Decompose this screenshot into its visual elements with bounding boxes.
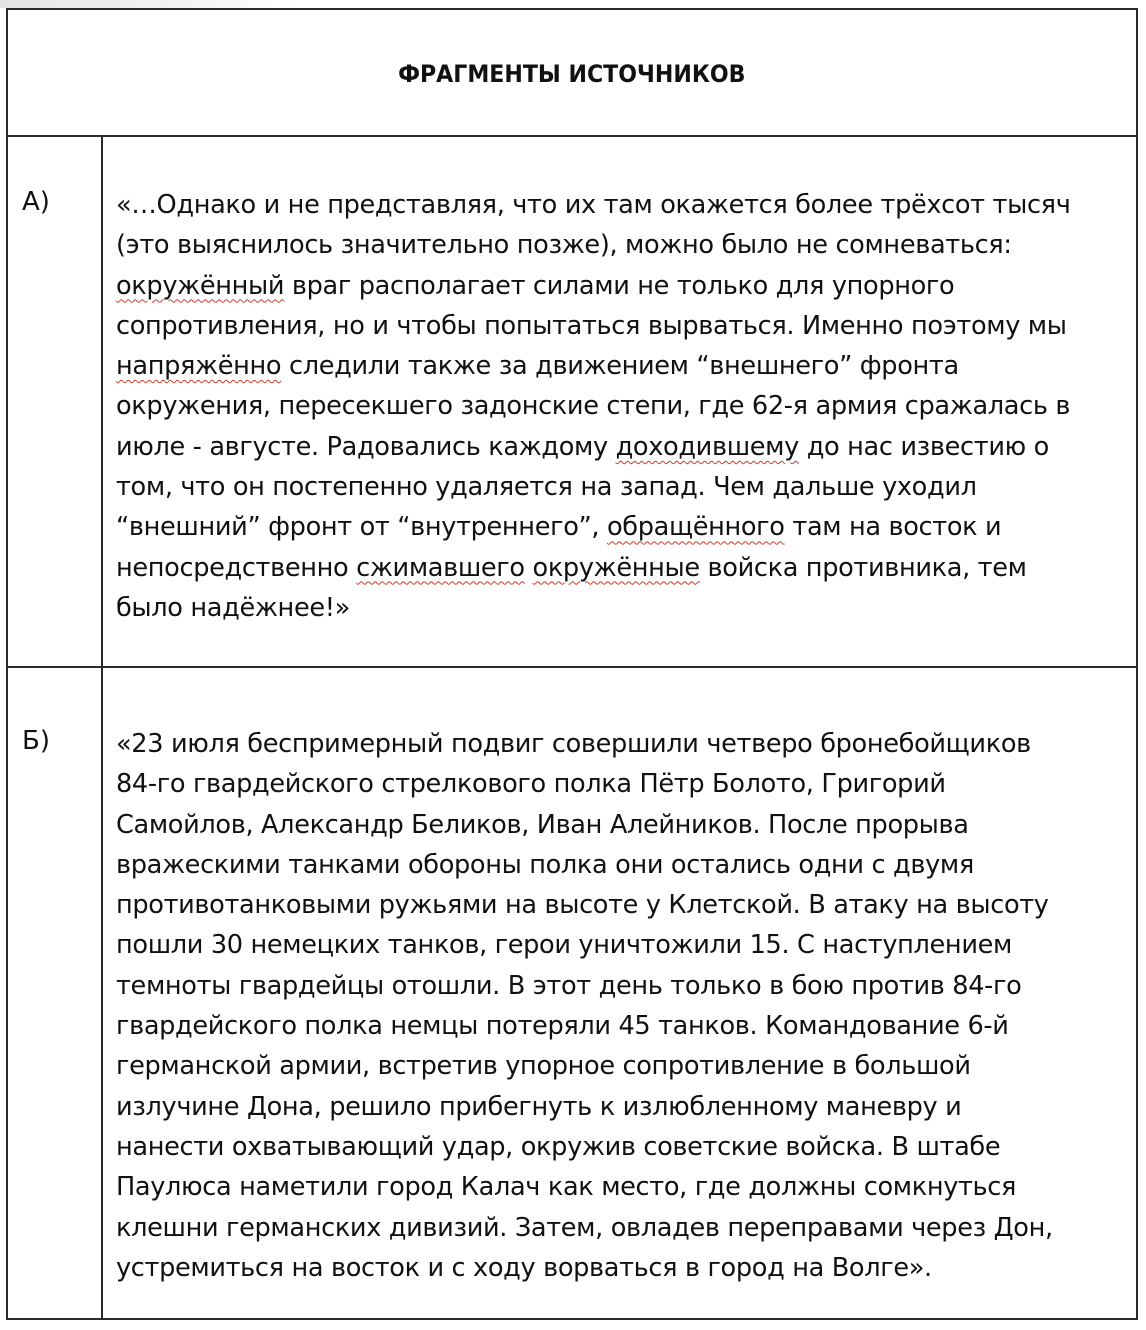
misspelled-word: сжимавшего (356, 552, 525, 583)
text-run: вражескими танками обороны полка они остались одни с двумя (116, 849, 974, 880)
text-line (116, 764, 1132, 804)
text-run: до нас известию о (798, 431, 1049, 462)
text-line (116, 1046, 1132, 1086)
table-title: ФРАГМЕНТЫ ИСТОЧНИКОВ (398, 59, 746, 88)
text-run (525, 553, 533, 583)
text-line (116, 386, 1132, 426)
text-line (116, 467, 1132, 507)
fragment-row-b (8, 668, 1136, 1318)
text-line (116, 845, 1132, 885)
text-run: там на восток и (784, 512, 1002, 543)
text-line (116, 1006, 1132, 1046)
text-run: излучине Дона, решило прибегнуть к излюбленному маневру и (116, 1091, 962, 1122)
text-run: непосредственно (116, 552, 357, 583)
text-run: (это выяснилось значительно позже), можно было не сомневаться: (116, 230, 1012, 261)
text-line (116, 427, 1132, 467)
text-run: было надёжнее!» (116, 592, 350, 623)
misspelled-word: окружённый (116, 270, 285, 301)
text-line (116, 1087, 1132, 1127)
text-line (116, 225, 1132, 265)
text-run: «23 июля беспримерный подвиг совершили четверо бронебойщиков (116, 729, 1031, 759)
misspelled-word: окружённые (532, 552, 700, 583)
text-line (116, 1248, 1132, 1288)
text-line (116, 966, 1132, 1006)
text-run: нанести охватывающий удар, окружив советские войска. В штабе (116, 1131, 1001, 1162)
text-run: Самойлов, Александр Беликов, Иван Алейников. После прорыва (116, 809, 969, 840)
fragment-label-cell (8, 137, 103, 666)
text-run: том, что он постепенно удаляется на запад. Чем дальше уходил (116, 472, 977, 503)
text-line (116, 306, 1132, 346)
fragment-label-cell (8, 668, 103, 1318)
text-line (116, 185, 1132, 225)
fragment-text[interactable] (116, 724, 1132, 1288)
text-line (116, 805, 1132, 845)
text-line (116, 925, 1132, 965)
text-run: окружения, пересекшего задонские степи, где 62-я армия сражалась в (116, 391, 1071, 422)
fragment-text[interactable] (116, 185, 1132, 628)
text-line (116, 266, 1132, 306)
text-run: сопротивления, но и чтобы попытаться вырваться. Именно поэтому мы (116, 310, 1067, 341)
text-run: пошли 30 немецких танков, герои уничтожили 15. С наступлением (116, 930, 1012, 961)
text-run: следили также за движением “внешнего” фронта (281, 351, 959, 382)
text-run: «…Однако и не представляя, что их там окажется более трёхсот тысяч (116, 190, 1071, 220)
text-line (116, 588, 1132, 628)
text-run: клешни германских дивизий. Затем, овладев переправами через Дон, (116, 1212, 1053, 1243)
text-run: гвардейского полка немцы потеряли 45 танков. Командование 6-й (116, 1011, 1009, 1042)
text-run: 84-го гвардейского стрелкового полка Пётр Болото, Григорий (116, 769, 946, 800)
text-line (116, 507, 1132, 547)
sources-table (6, 8, 1138, 1320)
fragment-label: А) (22, 187, 50, 217)
misspelled-word: напряжённо (116, 351, 282, 382)
text-run: темноты гвардейцы отошли. В этот день только в бою против 84-го (116, 970, 1022, 1001)
text-run: Паулюса наметили город Калач как место, где должны сомкнуться (116, 1172, 1017, 1203)
page-top-shadow (0, 0, 300, 8)
text-line (116, 1208, 1132, 1248)
misspelled-word: доходившему (615, 431, 799, 462)
misspelled-word: обращённого (606, 512, 785, 543)
text-run: “внешний” фронт от “внутреннего”, (116, 512, 607, 543)
table-header (8, 10, 1136, 137)
text-line (116, 724, 1132, 764)
text-line (116, 885, 1132, 925)
text-run: войска противника, тем (699, 552, 1027, 583)
text-run: устремиться на восток и с ходу ворваться в город на Волге». (116, 1252, 932, 1283)
text-line (116, 1167, 1132, 1207)
text-run: враг располагает силами не только для упорного (284, 270, 955, 301)
text-run: противотанковыми ружьями на высоте у Клетской. В атаку на высоту (116, 890, 1049, 921)
text-line (116, 548, 1132, 588)
text-run: германской армии, встретив упорное сопротивление в большой (116, 1051, 971, 1082)
text-line (116, 1127, 1132, 1167)
text-line (116, 346, 1132, 386)
text-run: июле - августе. Радовались каждому (116, 431, 616, 462)
fragment-row-a (8, 137, 1136, 668)
fragment-label: Б) (22, 726, 50, 756)
